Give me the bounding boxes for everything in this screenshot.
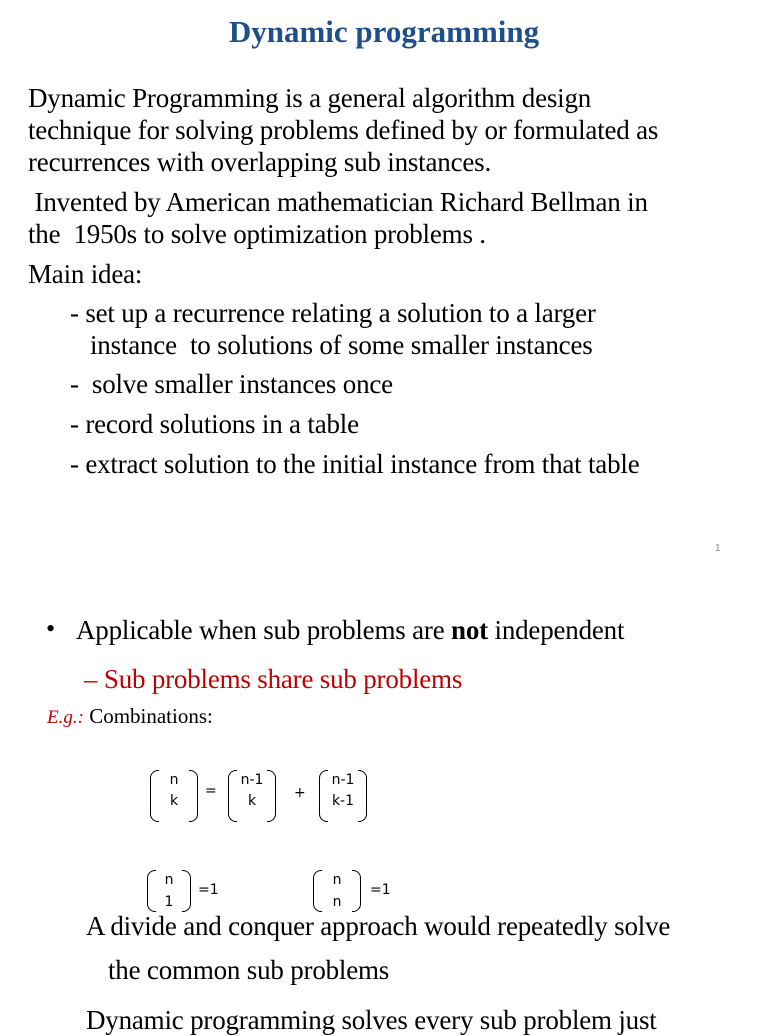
eg-label: E.g.:	[47, 707, 84, 728]
step-1-line-1: - set up a recurrence relating a solution to a larger	[70, 298, 596, 328]
binomial-term-1	[228, 770, 276, 822]
binomial-bottom: k-1	[331, 793, 355, 809]
binomial-lhs	[150, 770, 198, 822]
base-case-2-value: =1	[370, 882, 391, 898]
binomial-top: n	[169, 772, 179, 788]
step-1-line-2: instance to solutions of some smaller instances	[90, 330, 593, 360]
slide-title: Dynamic programming	[228, 14, 540, 49]
binomial-bottom: n	[332, 894, 342, 910]
combinations-label: Combinations:	[83, 704, 213, 728]
base-case-1-value: =1	[198, 882, 219, 898]
base-case-1-binomial	[147, 870, 191, 912]
main-idea-label: Main idea:	[28, 259, 143, 289]
step-2: - solve smaller instances once	[70, 369, 393, 399]
divide-line-2: the common sub problems	[108, 955, 390, 985]
intro-line-4: Invented by American mathematician Richard Bellman in	[28, 187, 648, 217]
binomial-top: n	[164, 872, 174, 888]
applicable-post: independent	[487, 615, 625, 645]
binomial-bottom: 1	[164, 894, 174, 910]
step-4: - extract solution to the initial instance from that table	[70, 449, 640, 479]
binomial-top: n-1	[240, 772, 264, 788]
intro-line-3: recurrences with overlapping sub instances.	[28, 147, 491, 177]
plus-sign: +	[294, 785, 306, 801]
dash: –	[84, 664, 98, 694]
eg-line	[47, 704, 213, 729]
intro-line-1: Dynamic Programming is a general algorithm design	[28, 83, 592, 113]
sub-share-line	[84, 663, 462, 695]
equals-sign: =	[205, 783, 217, 799]
sub-share-text: Sub problems share sub problems	[103, 664, 463, 694]
step-3: - record solutions in a table	[70, 409, 359, 439]
dp-line: Dynamic programming solves every sub problem just	[86, 1005, 657, 1035]
applicable-pre: Applicable when sub problems are	[76, 615, 452, 645]
bullet-dot: •	[46, 614, 56, 643]
binomial-bottom: k	[169, 793, 179, 809]
page-number: 1	[715, 543, 721, 554]
intro-line-5: the 1950s to solve optimization problems .	[28, 219, 486, 249]
binomial-top: n	[332, 872, 342, 888]
binomial-top: n-1	[331, 772, 355, 788]
intro-line-2: technique for solving problems defined by or formulated as	[28, 115, 659, 145]
divide-line-1: A divide and conquer approach would repeatedly solve	[86, 911, 671, 941]
applicable-line	[76, 614, 624, 646]
base-case-2-binomial	[313, 870, 361, 912]
binomial-bottom: k	[247, 793, 257, 809]
applicable-bold: not	[451, 615, 488, 645]
binomial-term-2	[319, 770, 367, 822]
